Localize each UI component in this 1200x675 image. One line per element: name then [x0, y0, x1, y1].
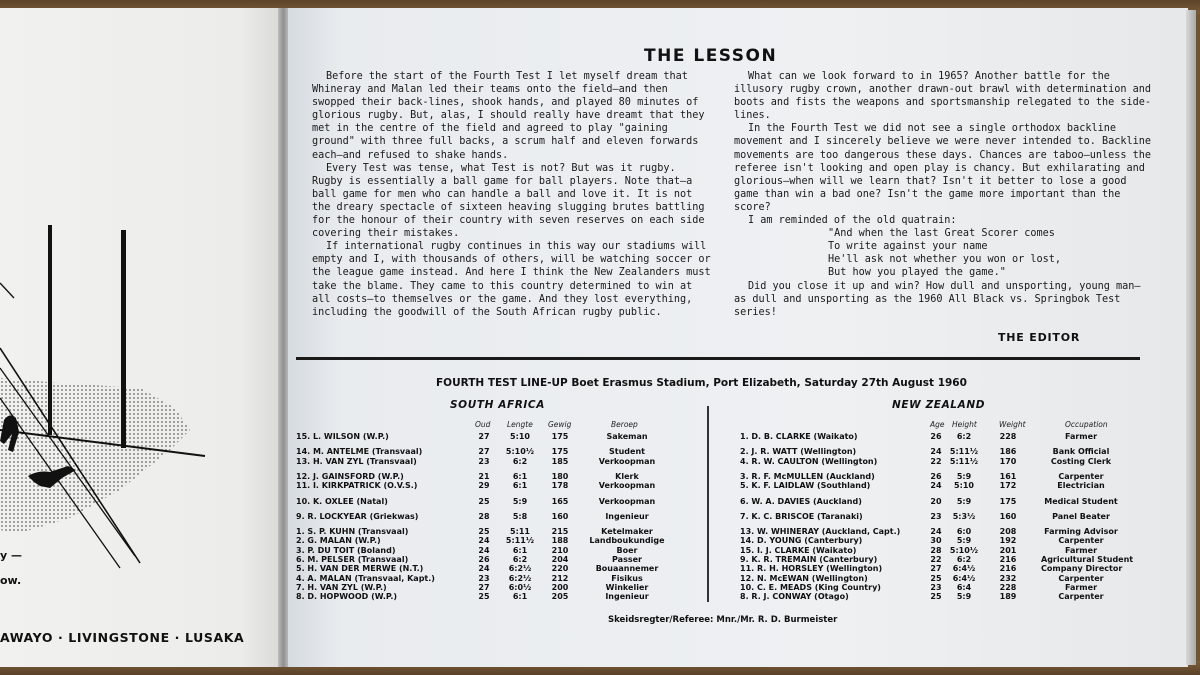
player-height: 5:9 [512, 496, 528, 506]
player-name: 13. W. WHINERAY (Auckland, Capt.) [740, 527, 901, 537]
player-row [288, 481, 1168, 490]
player-row [288, 592, 1168, 601]
crowd-stipple-shading [0, 378, 190, 533]
goalpost-right [121, 230, 126, 448]
player-age: 25 [478, 496, 490, 506]
player-age: 27 [478, 432, 490, 441]
player-occupation: Passer [612, 555, 642, 564]
player-age: 27 [478, 582, 490, 592]
player-name: 8. D. HOPWOOD (W.P.) [296, 592, 398, 602]
player-height: 5:10 [954, 481, 974, 491]
player-weight: 208 [999, 527, 1017, 537]
player-occupation: Panel Beater [1052, 511, 1110, 521]
player-weight: 220 [551, 564, 569, 574]
article-paragraph: In the Fourth Test we did not see a single orthodox backline movement and I sincerely believe we were never intended to. Backline movements are too dangerous these days. Chances are taboo—unless the referee isn't looking and open play is chancy. But exhilarating and glorious—when will we learn that? Isn't it better to lose a good game than win a bad one? Isn't the game more important than the score? [734, 123, 1152, 213]
player-height: 5:9 [956, 496, 972, 506]
player-row [288, 574, 1168, 583]
player-age: 24 [930, 481, 942, 491]
player-name: 14. D. YOUNG (Canterbury) [740, 536, 863, 546]
player-weight: 175 [551, 447, 569, 457]
team-heading-new-zealand: NEW ZEALAND [892, 399, 986, 411]
player-name: 12. N. McEWAN (Wellington) [740, 573, 868, 583]
player-name: 5. H. VAN DER MERWE (N.T.) [296, 564, 424, 574]
article-paragraph: I am reminded of the old quatrain: [748, 215, 957, 227]
player-age: 30 [930, 536, 942, 546]
player-weight: 161 [999, 471, 1017, 481]
player-row [288, 527, 1168, 536]
player-height: 6:2 [956, 555, 972, 564]
player-height: 5:10 [510, 432, 530, 441]
player-age: 27 [930, 564, 942, 574]
player-occupation: Farmer [1064, 545, 1098, 555]
player-age: 25 [930, 573, 942, 583]
player-name: 8. R. J. CONWAY (Otago) [740, 592, 849, 602]
player-occupation: Farmer [1064, 582, 1098, 592]
player-occupation: Fisikus [611, 573, 643, 583]
player-age: 26 [930, 471, 942, 481]
player-occupation: Agricultural Student [1041, 555, 1134, 564]
player-row [288, 457, 1168, 466]
player-occupation: Ingenieur [605, 511, 649, 521]
player-occupation: Costing Clerk [1050, 456, 1112, 466]
column-header-occupation: Beroep [611, 420, 638, 429]
player-name: 5. K. F. LAIDLAW (Southland) [740, 481, 871, 491]
player-name: 7. H. VAN ZYL (W.P.) [296, 582, 387, 592]
player-age: 25 [478, 592, 490, 602]
column-header-weight: Gewig [548, 420, 572, 429]
article-paragraph: Before the start of the Fourth Test I let myself dream that Whineray and Malan led their teams onto the field—and then swopped their back-lines, shook hands, and played 80 minutes of glorious rugby. But, alas, I should really have dreamt that they met in the centre of the field and agreed to play "gaining ground" with three full backs, a scrum half and eleven forwards each—and refused to shake hands. [312, 71, 705, 161]
player-age: 22 [930, 555, 942, 564]
player-name: 13. H. VAN ZYL (Transvaal) [296, 456, 417, 466]
player-occupation: Bank Official [1052, 447, 1110, 457]
column-header-occupation: Occupation [1065, 420, 1108, 429]
player-weight: 186 [999, 447, 1017, 457]
player-name: 11. R. H. HORSLEY (Wellington) [740, 564, 883, 574]
player-name: 1. D. B. CLARKE (Waikato) [740, 432, 858, 441]
player-weight: 188 [551, 536, 569, 546]
player-height: 6:1 [512, 592, 528, 602]
player-age: 26 [478, 555, 490, 564]
player-occupation: Farming Advisor [1044, 527, 1118, 537]
lineup-title: FOURTH TEST LINE-UP Boet Erasmus Stadium, Port Elizabeth, Saturday 27th August 1960 [436, 377, 967, 389]
player-weight: 185 [551, 456, 569, 466]
player-name: 1. S. P. KUHN (Transvaal) [296, 527, 409, 537]
player-age: 20 [930, 496, 942, 506]
player-name: 4. R. W. CAULTON (Wellington) [740, 456, 878, 466]
player-height: 6:2½ [508, 573, 532, 583]
player-weight: 170 [999, 456, 1017, 466]
player-height: 5:3½ [952, 511, 976, 521]
player-row [288, 546, 1168, 555]
player-weight: 210 [551, 545, 569, 555]
player-height: 6:4½ [952, 564, 976, 574]
player-age: 24 [478, 545, 490, 555]
player-weight: 165 [551, 496, 569, 506]
player-occupation: Electrician [1057, 481, 1105, 491]
player-occupation: Klerk [615, 471, 639, 481]
player-name: 15. I. J. CLARKE (Waikato) [740, 545, 857, 555]
article-title: THE LESSON [644, 46, 778, 66]
player-row [288, 472, 1168, 481]
player-age: 25 [930, 592, 942, 602]
player-row [288, 564, 1168, 573]
column-header-age: Age [930, 420, 945, 429]
player-weight: 200 [551, 582, 569, 592]
player-name: 4. A. MALAN (Transvaal, Kapt.) [296, 573, 435, 583]
player-age: 23 [478, 573, 490, 583]
player-weight: 180 [551, 471, 569, 481]
player-name: 12. J. GAINSFORD (W.P.) [296, 471, 404, 481]
player-occupation: Medical Student [1044, 496, 1118, 506]
player-weight: 228 [999, 582, 1017, 592]
article-paragraph: If international rugby continues in this way our stadiums will empty and I, with thousands of others, will be watching soccer or the league game instead. And here I think the New Zealanders must take the blame. They came to this country determined to win at all costs—to themselves or the game. And they lost everything, including the goodwill of the South African rugby public. [312, 241, 711, 318]
goalpost-left [48, 225, 52, 435]
player-weight: 175 [551, 432, 569, 441]
player-height: 6:4 [956, 582, 972, 592]
column-header-age: Oud [475, 420, 491, 429]
player-occupation: Ketelmaker [601, 527, 653, 537]
left-page-text-fragment: ow. [0, 574, 22, 587]
player-weight: 160 [551, 511, 569, 521]
player-height: 6:2 [512, 555, 528, 564]
article-closing-paragraph: Did you close it up and win? How dull and unsporting, young man—as dull and unsporting as the 1960 All Black vs. Springbok Test series! [734, 280, 1141, 318]
player-row [288, 512, 1168, 521]
player-occupation: Student [609, 447, 645, 457]
player-weight: 172 [999, 481, 1017, 491]
article-paragraph: What can we look forward to in 1965? Another battle for the illusory rugby crown, another drawn-out brawl with determination and boots and fists the weapons and sportsmanship relegated to the side-lines. [734, 71, 1152, 122]
player-row [288, 447, 1168, 456]
player-height: 6:2½ [508, 564, 532, 574]
column-header-height: Height [952, 420, 977, 429]
player-occupation: Carpenter [1058, 536, 1104, 546]
player-weight: 192 [999, 536, 1017, 546]
player-age: 24 [478, 564, 490, 574]
player-occupation: Boer [616, 545, 638, 555]
player-age: 25 [478, 527, 490, 537]
article-column-left [312, 70, 712, 319]
player-occupation: Carpenter [1058, 573, 1104, 583]
player-height: 5:9 [956, 471, 972, 481]
player-occupation: Verkoopman [598, 481, 656, 491]
player-height: 5:9 [956, 536, 972, 546]
player-height: 5:11½ [949, 447, 979, 457]
player-weight: 215 [551, 527, 569, 537]
player-height: 6:4½ [952, 573, 976, 583]
player-occupation: Verkoopman [598, 496, 656, 506]
player-name: 15. L. WILSON (W.P.) [296, 432, 389, 441]
player-weight: 178 [551, 481, 569, 491]
player-name: 9. R. LOCKYEAR (Griekwas) [296, 511, 419, 521]
player-age: 28 [478, 511, 490, 521]
player-name: 10. C. E. MEADS (King Country) [740, 582, 881, 592]
player-age: 24 [478, 536, 490, 546]
player-name: 2. J. R. WATT (Wellington) [740, 447, 857, 457]
player-age: 22 [930, 456, 942, 466]
player-height: 6:1 [512, 481, 528, 491]
editor-signature: THE EDITOR [998, 331, 1081, 344]
player-occupation: Sakeman [606, 432, 648, 441]
player-height: 5:8 [512, 511, 528, 521]
player-height: 6:2 [512, 456, 528, 466]
player-age: 23 [930, 582, 942, 592]
player-weight: 175 [999, 496, 1017, 506]
left-page [0, 8, 284, 667]
player-occupation: Landboukundige [589, 536, 665, 546]
team-heading-south-africa: SOUTH AFRICA [450, 399, 545, 411]
player-row [288, 497, 1168, 506]
player-weight: 189 [999, 592, 1017, 602]
player-occupation: Ingenieur [605, 592, 649, 602]
player-weight: 212 [551, 573, 569, 583]
section-divider-rule [296, 357, 1140, 360]
player-occupation: Verkoopman [598, 456, 656, 466]
player-name: 11. I. KIRKPATRICK (O.V.S.) [296, 481, 418, 491]
player-weight: 160 [999, 511, 1017, 521]
player-occupation: Farmer [1064, 432, 1098, 441]
player-occupation: Winkelier [605, 582, 649, 592]
player-height: 5:9 [956, 592, 972, 602]
player-height: 5:11 [510, 527, 530, 537]
player-age: 24 [930, 447, 942, 457]
player-age: 24 [930, 527, 942, 537]
player-row [288, 555, 1168, 564]
rugby-goalposts-illustration [0, 208, 284, 588]
player-row [288, 583, 1168, 592]
player-name: 6. M. PELSER (Transvaal) [296, 555, 409, 564]
player-height: 5:11½ [949, 456, 979, 466]
referee-line: Skeidsregter/Referee: Mnr./Mr. R. D. Burmeister [608, 615, 838, 625]
player-occupation: Carpenter [1058, 471, 1104, 481]
player-weight: 228 [999, 432, 1017, 441]
left-page-text-fragment: y — [0, 549, 22, 562]
player-height: 5:10½ [505, 447, 535, 457]
player-name: 3. P. DU TOIT (Boland) [296, 545, 396, 555]
player-name: 2. G. MALAN (W.P.) [296, 536, 381, 546]
player-weight: 204 [551, 555, 569, 564]
player-weight: 201 [999, 545, 1017, 555]
player-weight: 216 [999, 564, 1017, 574]
left-page-footer-cities: AWAYO · LIVINGSTONE · LUSAKA [0, 630, 245, 645]
column-header-weight: Weight [999, 420, 1026, 429]
player-name: 10. K. OXLEE (Natal) [296, 496, 388, 506]
player-age: 23 [478, 456, 490, 466]
player-age: 23 [930, 511, 942, 521]
right-page [288, 8, 1188, 667]
player-name: 14. M. ANTELME (Transvaal) [296, 447, 423, 457]
player-height: 6:0½ [508, 582, 532, 592]
field-line-4 [0, 283, 14, 298]
column-header-height: Lengte [507, 420, 533, 429]
player-weight: 232 [999, 573, 1017, 583]
player-age: 27 [478, 447, 490, 457]
player-name: 7. K. C. BRISCOE (Taranaki) [740, 511, 863, 521]
player-name: 9. K. R. TREMAIN (Canterbury) [740, 555, 878, 564]
player-name: 6. W. A. DAVIES (Auckland) [740, 496, 862, 506]
player-height: 5:10½ [949, 545, 979, 555]
player-height: 5:11½ [505, 536, 535, 546]
player-occupation: Carpenter [1058, 592, 1104, 602]
player-name: 3. R. F. McMULLEN (Auckland) [740, 471, 875, 481]
player-height: 6:1 [512, 471, 528, 481]
player-occupation: Bouaannemer [595, 564, 659, 574]
player-row [288, 536, 1168, 545]
player-height: 6:0 [956, 527, 972, 537]
player-weight: 216 [999, 555, 1017, 564]
player-age: 21 [478, 471, 490, 481]
player-age: 26 [930, 432, 942, 441]
player-height: 6:2 [956, 432, 972, 441]
page-stack-edge [1186, 10, 1196, 665]
player-weight: 205 [551, 592, 569, 602]
player-height: 6:1 [512, 545, 528, 555]
quatrain-quote: "And when the last Great Scorer comes To write against your name He'll ask not whether you won or lost, But how you played the game." [828, 228, 1062, 279]
player-age: 28 [930, 545, 942, 555]
article-paragraph: Every Test was tense, what Test is not? But was it rugby. Rugby is essentially a ball game for ball players. Note that—a ball game for men who can handle a ball and love it. It is not the dreary spectacle of sixteen heaving slugging brutes battling for the honour of their country with seven reserves on each side covering their mistakes. [312, 162, 705, 240]
article-column-right [734, 70, 1152, 319]
player-row [288, 432, 1168, 441]
player-occupation: Company Director [1041, 564, 1123, 574]
player-age: 29 [478, 481, 490, 491]
